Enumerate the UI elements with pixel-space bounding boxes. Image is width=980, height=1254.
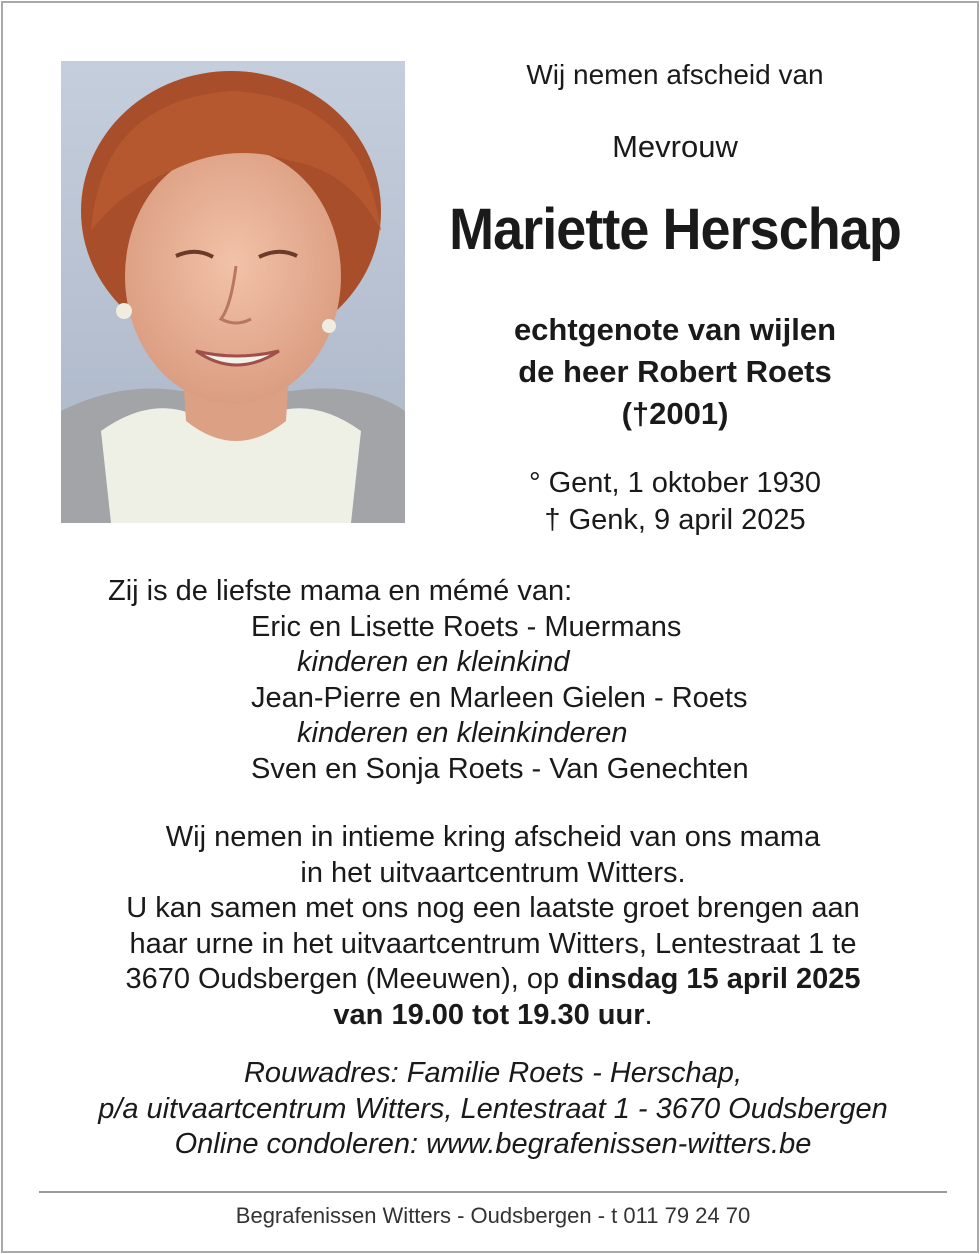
spouse-line: de heer Robert Roets xyxy=(518,354,832,389)
ceremony-time: van 19.00 tot 19.30 uur xyxy=(333,998,645,1031)
death-date: † Genk, 9 april 2025 xyxy=(544,504,806,536)
address-line: p/a uitvaartcentrum Witters, Lentestraat 1 - 3670 Oudsbergen xyxy=(98,1092,888,1125)
mourning-address xyxy=(3,1056,980,1163)
spouse-line: (†2001) xyxy=(621,396,729,431)
family-list xyxy=(108,574,749,787)
birth-date: ° Gent, 1 oktober 1930 xyxy=(528,467,822,499)
honorific: Mevrouw xyxy=(612,129,738,164)
ceremony-line: haar urne in het uitvaartcentrum Witters, Lentestraat 1 te xyxy=(129,927,857,960)
ceremony-date: dinsdag 15 april 2025 xyxy=(567,963,861,995)
family-member: Eric en Lisette Roets - Muermans xyxy=(251,610,682,643)
address-line: Rouwadres: Familie Roets - Herschap, xyxy=(243,1057,742,1089)
family-heading: Zij is de liefste mama en mémé van: xyxy=(108,575,573,607)
footer-divider xyxy=(39,1191,947,1193)
intro-text: Wij nemen afscheid van xyxy=(526,59,824,90)
spouse-line: echtgenote van wijlen xyxy=(513,312,837,347)
ceremony-location: 3670 Oudsbergen (Meeuwen), op xyxy=(125,963,568,995)
portrait-photo xyxy=(61,61,405,523)
ceremony-period: . xyxy=(644,998,653,1031)
family-member: Jean-Pierre en Marleen Gielen - Roets xyxy=(251,681,748,714)
ceremony-line: U kan samen met ons nog een laatste groet brengen aan xyxy=(126,892,860,924)
condolence-link[interactable]: Online condoleren: www.begrafenissen-witters.be xyxy=(174,1128,812,1160)
family-relation: kinderen en kleinkinderen xyxy=(297,717,628,749)
ceremony-line xyxy=(3,962,980,998)
life-dates xyxy=(423,465,927,539)
ceremony-line xyxy=(3,998,980,1034)
footer-contact: Begrafenissen Witters - Oudsbergen - t 011 79 24 70 xyxy=(235,1203,751,1228)
family-member: Sven en Sonja Roets - Van Genechten xyxy=(251,752,749,785)
family-relation: kinderen en kleinkind xyxy=(297,646,570,678)
spouse-info xyxy=(423,309,927,435)
ceremony-line: in het uitvaartcentrum Witters. xyxy=(300,856,686,889)
deceased-name: Mariette Herschap xyxy=(449,197,901,262)
notice-frame xyxy=(1,1,979,1253)
ceremony-line: Wij nemen in intieme kring afscheid van ons mama xyxy=(165,821,821,853)
ceremony-text xyxy=(3,820,980,1033)
